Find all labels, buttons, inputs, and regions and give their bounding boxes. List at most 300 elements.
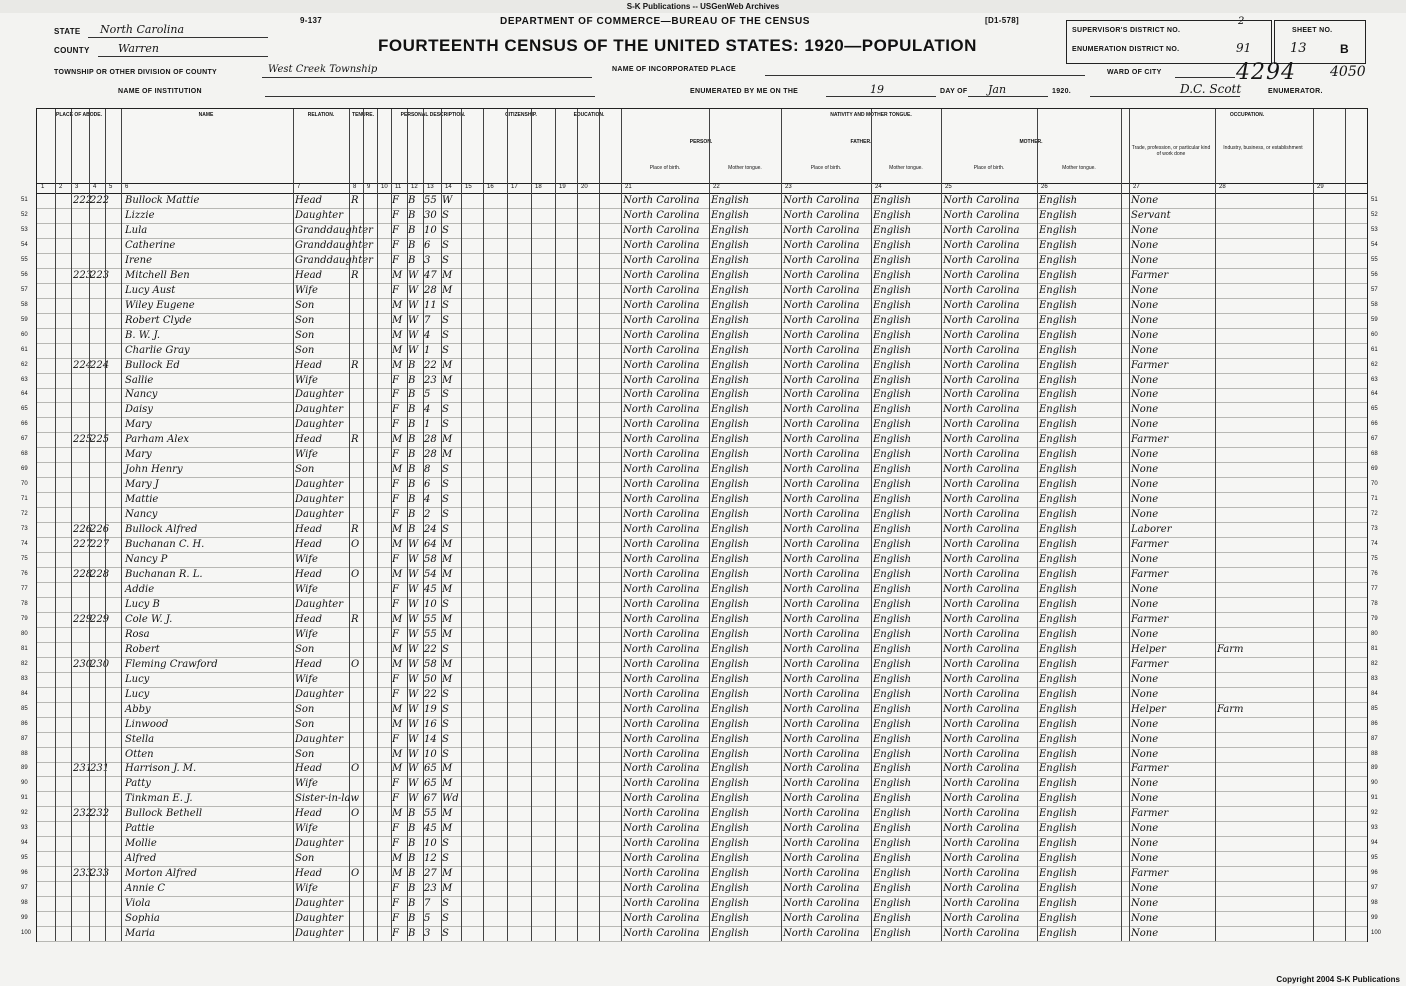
supervisor-value: 2 [1238, 16, 1245, 27]
cell-bpl: North Carolina [783, 404, 860, 416]
cell-bpl: North Carolina [943, 853, 1020, 865]
cell-lang: English [1039, 673, 1078, 685]
cell-sex: F [392, 254, 399, 266]
cell-age: 47 [424, 269, 437, 281]
cell-age: 10 [424, 224, 437, 236]
cell-race: W [408, 718, 419, 730]
cell-bpl: North Carolina [623, 224, 700, 236]
column-rule [1345, 109, 1346, 941]
cell-bpl: North Carolina [623, 628, 700, 640]
line-number: 61 [21, 346, 28, 353]
cell-rel: Wife [295, 554, 318, 566]
cell-bpl: North Carolina [783, 883, 860, 895]
subhead-person-birth: Place of birth. [649, 165, 681, 171]
cell-bpl: North Carolina [623, 778, 700, 790]
cell-race: W [408, 299, 419, 311]
cell-race: B [408, 449, 416, 461]
cell-rel: Head [295, 359, 323, 371]
column-rule [941, 109, 942, 941]
column-number: 27 [1133, 184, 1140, 190]
cell-lang: English [711, 838, 750, 850]
ward-label: WARD OF CITY [1107, 69, 1162, 76]
cell-age: 1 [424, 344, 431, 356]
cell-age: 10 [424, 838, 437, 850]
cell-bpl: North Carolina [783, 658, 860, 670]
cell-bpl: North Carolina [623, 509, 700, 521]
cell-bpl: North Carolina [623, 254, 700, 266]
line-number: 80 [21, 630, 28, 637]
cell-age: 55 [424, 628, 437, 640]
cell-rel: Head [295, 269, 323, 281]
cell-age: 10 [424, 598, 437, 610]
column-rule [531, 109, 532, 941]
line-number: 55 [1371, 256, 1378, 263]
line-number: 87 [1371, 735, 1378, 742]
line-number: 56 [21, 271, 28, 278]
cell-bpl: North Carolina [783, 434, 860, 446]
line-number: 66 [1371, 421, 1378, 428]
column-rule [1037, 109, 1038, 941]
cell-lang: English [873, 524, 912, 536]
cell-bpl: North Carolina [623, 808, 700, 820]
form-code: [D1-578] [985, 16, 1019, 25]
cell-lang: English [873, 464, 912, 476]
cell-race: W [408, 269, 419, 281]
line-number: 58 [1371, 301, 1378, 308]
cell-bpl: North Carolina [623, 359, 700, 371]
cell-bpl: North Carolina [783, 509, 860, 521]
line-number: 63 [1371, 376, 1378, 383]
cell-fam: 232 [90, 808, 110, 820]
cell-name: Buchanan R. L. [125, 569, 203, 580]
cell-race: W [408, 539, 419, 551]
cell-bpl: North Carolina [943, 539, 1020, 551]
cell-race: B [408, 509, 416, 521]
cell-mar: S [442, 838, 449, 850]
cell-bpl: North Carolina [783, 224, 860, 236]
line-number: 81 [21, 645, 28, 652]
column-rule [441, 109, 442, 941]
column-rule [71, 109, 72, 941]
enumerated-label: ENUMERATED BY ME ON THE [690, 88, 799, 95]
cell-race: B [408, 913, 416, 925]
column-rule [1121, 109, 1122, 941]
cell-lang: English [873, 224, 912, 236]
cell-age: 30 [424, 209, 437, 221]
cell-lang: English [711, 314, 750, 326]
column-number: 22 [713, 184, 720, 190]
archive-banner: S-K Publications -- USGenWeb Archives [0, 0, 1406, 13]
cell-bpl: North Carolina [623, 329, 700, 341]
cell-bpl: North Carolina [783, 329, 860, 341]
column-number: 6 [125, 184, 129, 190]
cell-sex: M [392, 434, 403, 446]
cell-bpl: North Carolina [943, 569, 1020, 580]
column-number: 10 [381, 184, 388, 190]
cell-lang: English [873, 643, 912, 655]
cell-dwell: 231 [73, 763, 93, 775]
cell-bpl: North Carolina [783, 524, 860, 536]
cell-mar: M [442, 868, 453, 880]
cell-bpl: North Carolina [783, 838, 860, 850]
cell-lang: English [711, 254, 750, 266]
cell-lang: English [873, 195, 912, 206]
subhead-trade: Trade, profession, or particular kind of work done [1131, 145, 1211, 157]
cell-name: Buchanan C. H. [125, 539, 205, 551]
line-number: 62 [21, 361, 28, 368]
cell-bpl: North Carolina [623, 554, 700, 566]
group-education: EDUCATION. [573, 112, 605, 118]
column-number: 29 [1317, 184, 1324, 190]
cell-bpl: North Carolina [783, 643, 860, 655]
cell-occ: None [1131, 673, 1159, 685]
line-number: 99 [21, 915, 28, 922]
cell-mar: M [442, 359, 453, 371]
cell-lang: English [873, 868, 912, 880]
line-number: 90 [21, 780, 28, 787]
cell-mar: S [442, 314, 449, 326]
cell-rel: Son [295, 703, 315, 715]
table-row [37, 612, 1367, 628]
line-number: 64 [21, 391, 28, 398]
table-row [37, 567, 1367, 583]
line-number: 76 [21, 571, 28, 577]
cell-sex: F [392, 195, 399, 206]
cell-sex: M [392, 314, 403, 326]
cell-bpl: North Carolina [623, 718, 700, 730]
cell-bpl: North Carolina [943, 928, 1020, 940]
cell-age: 8 [424, 464, 431, 476]
cell-name: Lucy [125, 688, 150, 700]
cell-rel: Head [295, 868, 323, 880]
cell-name: Catherine [125, 239, 176, 251]
table-row [37, 717, 1367, 733]
cell-rel: Wife [295, 673, 318, 685]
subhead-mother-tongue: Mother tongue. [1062, 165, 1096, 171]
cell-age: 5 [424, 913, 431, 925]
cell-mar: M [442, 434, 453, 446]
cell-mar: S [442, 898, 449, 910]
cell-lang: English [1039, 598, 1078, 610]
column-number: 16 [487, 184, 494, 190]
column-rule [461, 109, 462, 941]
line-number: 66 [21, 421, 28, 428]
line-number: 82 [1371, 660, 1378, 667]
line-number: 73 [1371, 526, 1378, 533]
cell-bpl: North Carolina [783, 673, 860, 685]
cell-bpl: North Carolina [783, 195, 860, 206]
cell-sex: F [392, 494, 399, 506]
cell-age: 23 [424, 374, 437, 386]
cell-age: 24 [424, 524, 437, 536]
cell-lang: English [1039, 913, 1078, 925]
cell-bpl: North Carolina [943, 718, 1020, 730]
cell-bpl: North Carolina [943, 703, 1020, 715]
cell-age: 11 [424, 299, 437, 311]
cell-rel: Daughter [295, 479, 343, 491]
cell-sex: F [392, 688, 399, 700]
table-row [37, 552, 1367, 568]
cell-sex: M [392, 613, 403, 625]
line-number: 55 [21, 256, 28, 263]
cell-bpl: North Carolina [623, 823, 700, 835]
table-row [37, 747, 1367, 763]
cell-rel: Wife [295, 374, 318, 386]
cell-age: 58 [424, 658, 437, 670]
table-row [37, 193, 1367, 209]
cell-age: 19 [424, 703, 437, 715]
cell-sex: F [392, 419, 399, 431]
cell-occ: None [1131, 299, 1159, 311]
cell-bpl: North Carolina [783, 853, 860, 865]
table-row [37, 776, 1367, 792]
cell-bpl: North Carolina [783, 628, 860, 640]
cell-lang: English [873, 583, 912, 595]
cell-rel: Head [295, 524, 323, 536]
line-number: 77 [21, 585, 28, 592]
line-number: 68 [21, 451, 28, 458]
cell-bpl: North Carolina [623, 419, 700, 431]
cell-name: Maria [125, 928, 156, 940]
cell-rel: Head [295, 539, 323, 551]
line-number: 84 [21, 690, 28, 697]
county-label: COUNTY [54, 46, 90, 55]
cell-name: Lucy Aust [125, 284, 176, 296]
cell-age: 65 [424, 778, 437, 790]
cell-lang: English [711, 509, 750, 521]
cell-bpl: North Carolina [943, 314, 1020, 326]
cell-rel: Daughter [295, 598, 343, 610]
column-number: 18 [535, 184, 542, 190]
cell-mar: S [442, 703, 449, 715]
line-number: 79 [21, 615, 28, 622]
line-number: 88 [21, 750, 28, 757]
cell-ten: R [351, 359, 359, 371]
line-number: 96 [21, 870, 28, 877]
cell-race: W [408, 613, 419, 625]
cell-bpl: North Carolina [783, 299, 860, 311]
column-rule [507, 109, 508, 941]
cell-race: W [408, 569, 419, 580]
cell-sex: F [392, 883, 399, 895]
column-number: 9 [367, 184, 371, 190]
line-number: 67 [21, 436, 28, 443]
cell-lang: English [1039, 494, 1078, 506]
cell-age: 12 [424, 853, 437, 865]
cell-lang: English [873, 778, 912, 790]
cell-rel: Daughter [295, 509, 343, 521]
cell-rel: Granddaughter [295, 224, 373, 236]
day-value: 19 [870, 83, 884, 96]
cell-bpl: North Carolina [943, 598, 1020, 610]
cell-bpl: North Carolina [943, 733, 1020, 745]
line-number: 52 [1371, 211, 1378, 218]
cell-rel: Head [295, 658, 323, 670]
cell-mar: M [442, 883, 453, 895]
cell-occ: None [1131, 344, 1159, 356]
cell-bpl: North Carolina [943, 359, 1020, 371]
cell-dwell: 223 [73, 269, 93, 281]
line-number: 79 [1371, 615, 1378, 622]
cell-occ: None [1131, 449, 1159, 461]
cell-fam: 226 [90, 524, 110, 536]
cell-mar: S [442, 389, 449, 401]
table-row [37, 627, 1367, 643]
cell-sex: F [392, 509, 399, 521]
cell-name: Robert Clyde [125, 314, 192, 326]
cell-name: Viola [125, 898, 151, 910]
table-row [37, 642, 1367, 658]
cell-name: Wiley Eugene [125, 299, 195, 311]
cell-sex: F [392, 554, 399, 566]
cell-dwell: 229 [73, 613, 93, 625]
cell-occ: Helper [1131, 703, 1166, 715]
cell-occ: None [1131, 254, 1159, 266]
cell-age: 45 [424, 583, 437, 595]
cell-race: W [408, 329, 419, 341]
table-row [37, 791, 1367, 807]
sheet-value: 13 [1290, 41, 1307, 56]
subgroup-father: FATHER. [850, 139, 872, 145]
cell-name: Cole W. J. [125, 613, 173, 625]
cell-age: 28 [424, 434, 437, 446]
cell-age: 6 [424, 479, 431, 491]
cell-bpl: North Carolina [943, 404, 1020, 416]
cell-bpl: North Carolina [623, 389, 700, 401]
cell-occ: Farmer [1131, 868, 1169, 880]
enumerator-label: ENUMERATOR. [1268, 88, 1323, 95]
cell-occ: None [1131, 509, 1159, 521]
cell-lang: English [711, 853, 750, 865]
cell-bpl: North Carolina [943, 284, 1020, 296]
table-row [37, 597, 1367, 613]
cell-lang: English [711, 494, 750, 506]
cell-race: W [408, 284, 419, 296]
cell-lang: English [873, 374, 912, 386]
table-row [37, 223, 1367, 239]
line-number: 89 [1371, 765, 1378, 772]
cell-bpl: North Carolina [783, 913, 860, 925]
cell-rel: Daughter [295, 928, 343, 940]
cell-lang: English [873, 673, 912, 685]
cell-age: 58 [424, 554, 437, 566]
cell-name: Nancy P [125, 554, 168, 566]
cell-lang: English [1039, 838, 1078, 850]
column-number: 24 [875, 184, 882, 190]
cell-fam: 229 [90, 613, 110, 625]
cell-ten: O [351, 539, 360, 551]
cell-mar: S [442, 419, 449, 431]
cell-occ: Farmer [1131, 569, 1169, 580]
cell-bpl: North Carolina [623, 763, 700, 775]
cell-rel: Daughter [295, 838, 343, 850]
cell-occ: None [1131, 598, 1159, 610]
cell-lang: English [711, 883, 750, 895]
cell-lang: English [1039, 823, 1078, 835]
table-row [37, 537, 1367, 553]
cell-bpl: North Carolina [943, 613, 1020, 625]
cell-lang: English [711, 344, 750, 356]
cell-lang: English [1039, 359, 1078, 371]
line-number: 54 [21, 241, 28, 248]
cell-occ: None [1131, 419, 1159, 431]
cell-bpl: North Carolina [943, 254, 1020, 266]
cell-bpl: North Carolina [623, 314, 700, 326]
cell-rel: Daughter [295, 898, 343, 910]
subhead-father-birth: Place of birth. [810, 165, 842, 171]
cell-lang: English [711, 628, 750, 640]
cell-lang: English [873, 479, 912, 491]
cell-name: Mary [125, 449, 152, 461]
subhead-industry: Industry, business, or establishment [1223, 145, 1303, 151]
line-number: 53 [1371, 226, 1378, 233]
cell-lang: English [873, 628, 912, 640]
cell-bpl: North Carolina [783, 539, 860, 551]
cell-bpl: North Carolina [943, 269, 1020, 281]
cell-sex: F [392, 598, 399, 610]
enumeration-label: ENUMERATION DISTRICT NO. [1072, 46, 1180, 53]
cell-bpl: North Carolina [943, 434, 1020, 446]
cell-bpl: North Carolina [783, 449, 860, 461]
cell-occ: Farmer [1131, 613, 1169, 625]
column-rule [105, 109, 106, 941]
cell-name: Mary J [125, 479, 159, 491]
cell-lang: English [711, 479, 750, 491]
cell-race: B [408, 224, 416, 236]
cell-mar: S [442, 344, 449, 356]
cell-dwell: 224 [73, 359, 93, 371]
cell-race: W [408, 314, 419, 326]
cell-lang: English [873, 763, 912, 775]
line-number: 95 [1371, 855, 1378, 862]
cell-fam: 233 [90, 868, 110, 880]
cell-rel: Daughter [295, 389, 343, 401]
cell-occ: None [1131, 823, 1159, 835]
line-number: 91 [1371, 795, 1378, 802]
cell-bpl: North Carolina [943, 479, 1020, 491]
table-row [37, 253, 1367, 269]
institution-label: NAME OF INSTITUTION [118, 88, 202, 95]
cell-sex: M [392, 763, 403, 775]
cell-bpl: North Carolina [783, 823, 860, 835]
table-row [37, 896, 1367, 912]
cell-name: Lula [125, 224, 148, 236]
cell-lang: English [1039, 314, 1078, 326]
cell-sex: M [392, 524, 403, 536]
cell-dwell: 232 [73, 808, 93, 820]
cell-lang: English [873, 269, 912, 281]
cell-lang: English [873, 554, 912, 566]
cell-mar: S [442, 509, 449, 521]
cell-lang: English [873, 284, 912, 296]
cell-occ: None [1131, 793, 1159, 805]
cell-mar: M [442, 539, 453, 551]
cell-mar: S [442, 464, 449, 476]
cell-occ: None [1131, 195, 1159, 206]
cell-race: W [408, 748, 419, 760]
cell-lang: English [1039, 344, 1078, 356]
subhead-father-tongue: Mother tongue. [889, 165, 923, 171]
cell-bpl: North Carolina [783, 703, 860, 715]
cell-dwell: 222 [73, 195, 93, 206]
cell-mar: S [442, 329, 449, 341]
cell-race: B [408, 524, 416, 536]
cell-sex: F [392, 479, 399, 491]
cell-bpl: North Carolina [783, 344, 860, 356]
cell-occ: None [1131, 404, 1159, 416]
line-number: 89 [21, 765, 28, 772]
cell-occ: None [1131, 748, 1159, 760]
